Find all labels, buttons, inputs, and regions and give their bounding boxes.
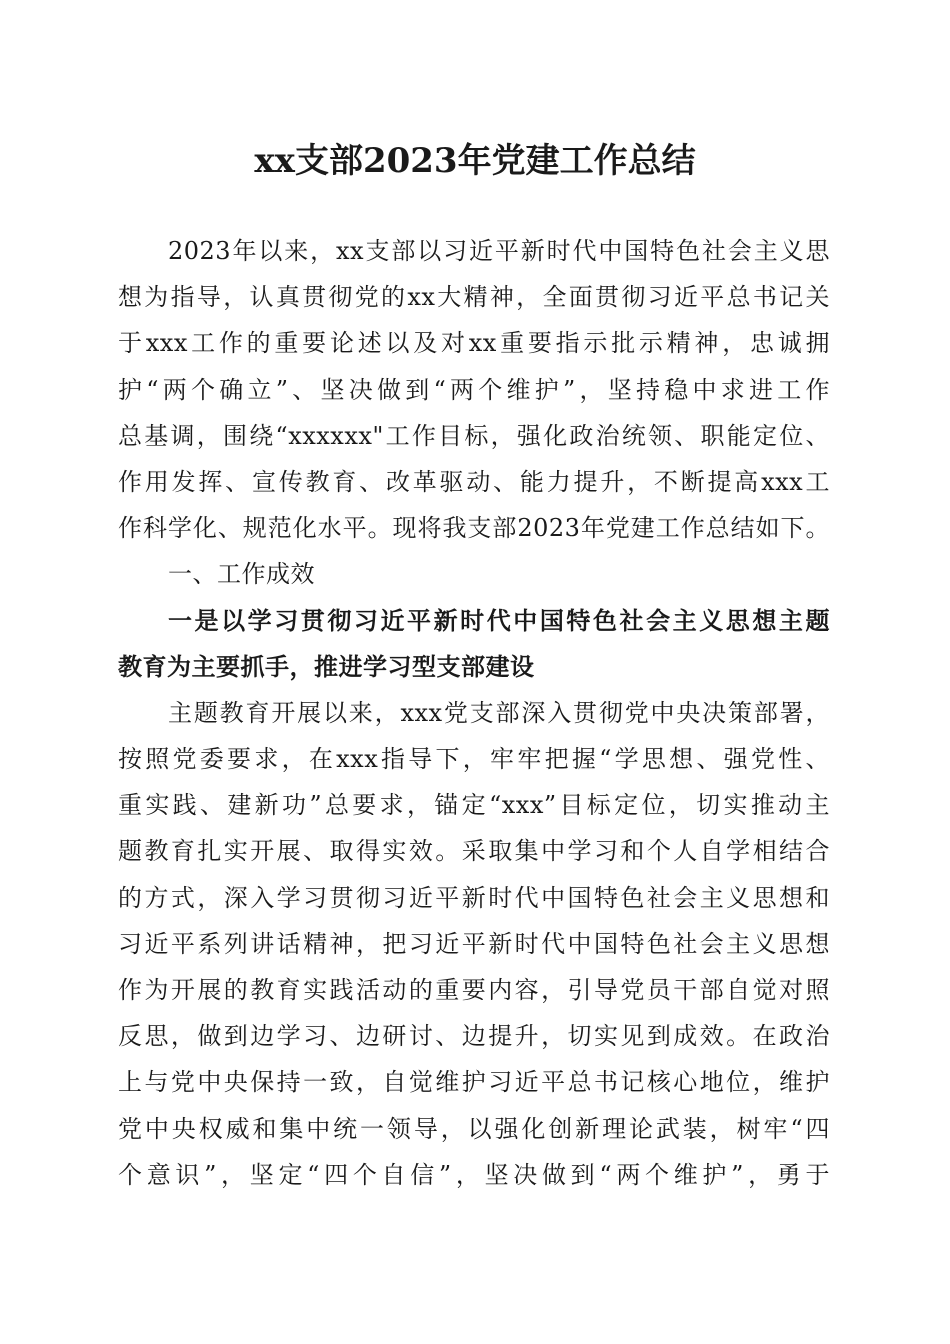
paragraph-line: 反思，做到边学习、边研讨、边提升，切实见到成效。在政治 [118,1022,830,1051]
document-body [118,228,830,1198]
subsection-heading-line: 教育为主要抓手，推进学习型支部建设 [118,651,535,681]
paragraph-line: 作为开展的教育实践活动的重要内容，引导党员干部自觉对照 [118,976,830,1004]
paragraph-line: 作科学化、规范化水平。现将我支部2023年党建工作总结如下。 [118,514,830,543]
paragraph-line: 题教育扎实开展、取得实效。采取集中学习和个人自学相结合 [118,837,830,866]
paragraph-line: 作用发挥、宣传教育、改革驱动、能力提升，不断提高xxx工 [118,467,830,496]
paragraph-line: 2023年以来，xx支部以习近平新时代中国特色社会主义思 [168,237,830,265]
paragraph-line: 习近平系列讲话精神，把习近平新时代中国特色社会主义思想 [118,929,830,958]
paragraph-line: 按照党委要求，在xxx指导下，牢牢把握“学思想、强党性、 [118,745,830,774]
paragraph-line: 主题教育开展以来，xxx党支部深入贯彻党中央决策部署， [168,698,830,727]
document-title: xx支部2023年党建工作总结 [254,141,696,181]
paragraph-line: 想为指导，认真贯彻党的xx大精神，全面贯彻习近平总书记关 [118,283,830,312]
paragraph-line: 重实践、建新功”总要求，锚定“xxx”目标定位，切实推动主 [118,791,830,820]
subsection-heading-line: 一是以学习贯彻习近平新时代中国特色社会主义思想主题 [168,605,830,635]
section-heading: 一、工作成效 [168,560,315,589]
paragraph-line: 党中央权威和集中统一领导，以强化创新理论武装，树牢“四 [118,1114,830,1143]
paragraph-line: 于xxx工作的重要论述以及对xx重要指示批示精神，忠诚拥 [118,329,830,358]
paragraph-line: 的方式，深入学习贯彻习近平新时代中国特色社会主义思想和 [118,883,830,912]
paragraph-line: 个意识”，坚定“四个自信”，坚决做到“两个维护”，勇于 [118,1160,830,1189]
paragraph-line: 上与党中央保持一致，自觉维护习近平总书记核心地位，维护 [118,1068,830,1097]
paragraph-line: 总基调，围绕“xxxxxx"工作目标，强化政治统领、职能定位、 [118,421,830,450]
paragraph-line: 护“两个确立”、坚决做到“两个维护”，坚持稳中求进工作 [118,375,830,404]
